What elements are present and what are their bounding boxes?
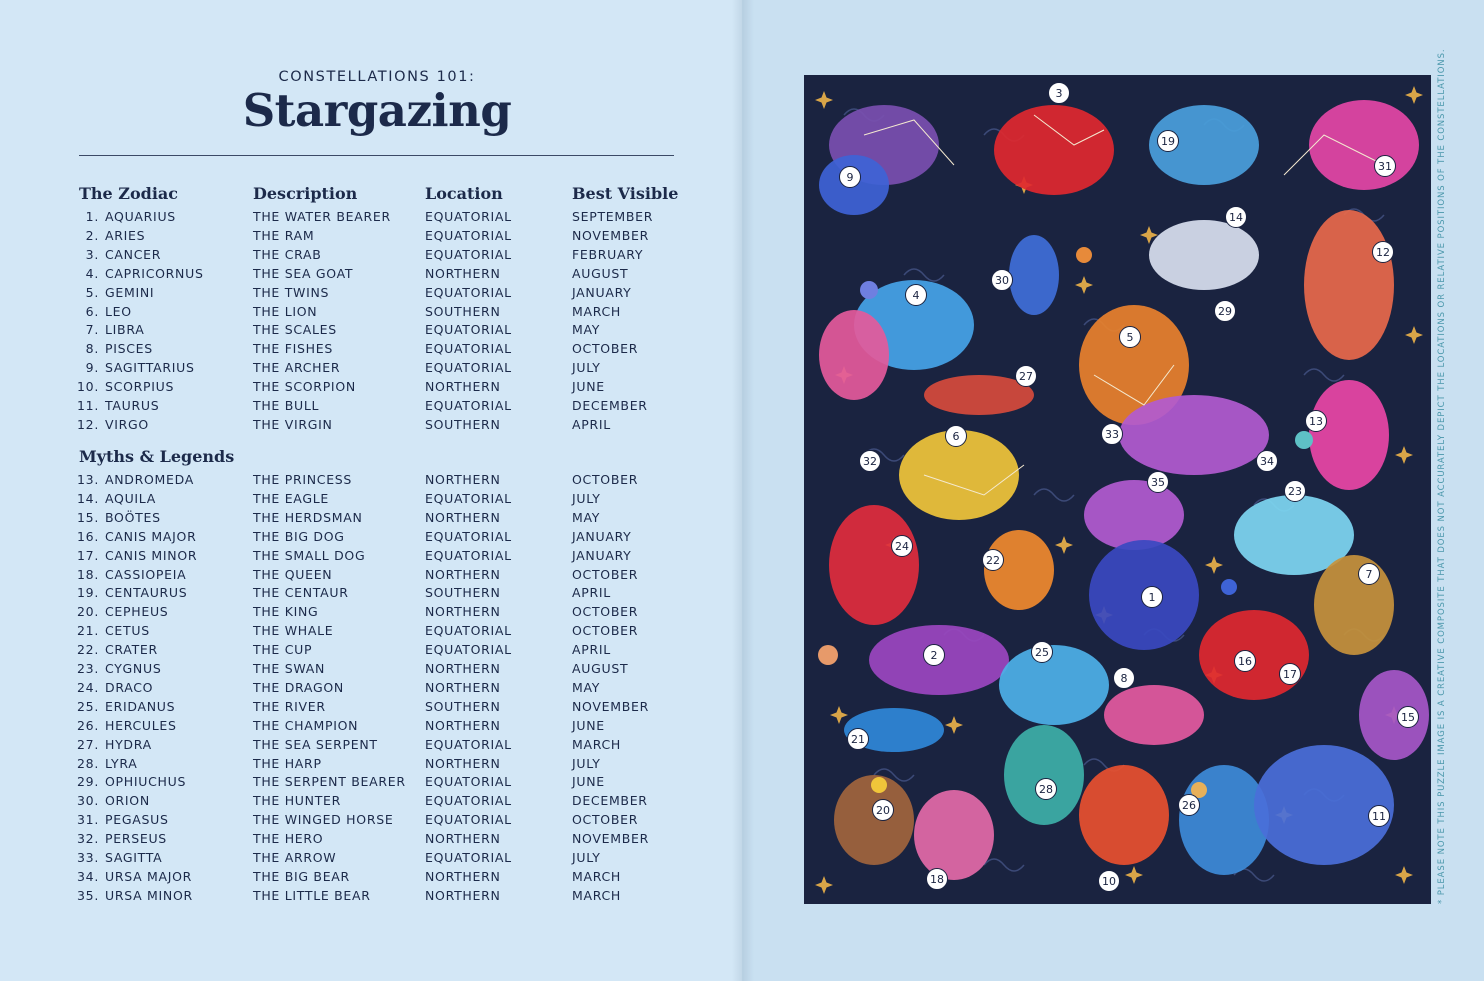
constellation-figure bbox=[1119, 395, 1269, 475]
marker-number: 2 bbox=[930, 649, 938, 662]
description: THE HARP bbox=[253, 755, 322, 771]
location: NORTHERN bbox=[425, 566, 501, 582]
marker-number: 29 bbox=[1218, 305, 1232, 318]
row-number: 26. bbox=[77, 717, 99, 733]
marker-number: 33 bbox=[1105, 428, 1119, 441]
description: THE CHAMPION bbox=[253, 717, 359, 733]
row-number: 11. bbox=[77, 398, 99, 413]
swirl-decoration bbox=[1034, 489, 1074, 501]
best-visible: SEPTEMBER bbox=[572, 209, 654, 224]
description: THE WINGED HORSE bbox=[253, 812, 394, 828]
location: EQUATORIAL bbox=[425, 528, 512, 544]
best-visible: AUGUST bbox=[572, 661, 629, 676]
description: THE BULL bbox=[253, 398, 320, 413]
poster-illustration bbox=[804, 75, 1431, 904]
row-number: 9. bbox=[85, 360, 99, 376]
best-visible: APRIL bbox=[572, 585, 611, 601]
marker-number: 10 bbox=[1102, 875, 1116, 888]
constellation-figure bbox=[994, 105, 1114, 195]
constellation-name: BOÖTES bbox=[105, 509, 161, 525]
location: EQUATORIAL bbox=[425, 227, 512, 243]
description: THE SWAN bbox=[253, 661, 326, 676]
row-number: 13. bbox=[77, 472, 99, 487]
row-number: 16. bbox=[77, 528, 99, 544]
location: EQUATORIAL bbox=[425, 812, 512, 828]
row-number: 2. bbox=[85, 227, 99, 243]
location: EQUATORIAL bbox=[425, 850, 512, 865]
constellation-figure bbox=[1079, 765, 1169, 865]
best-visible: OCTOBER bbox=[572, 341, 639, 357]
best-visible: OCTOBER bbox=[572, 623, 639, 639]
description: THE RAM bbox=[253, 227, 315, 243]
swirl-decoration bbox=[984, 859, 1024, 871]
description: THE RIVER bbox=[253, 698, 326, 714]
title-divider bbox=[79, 155, 674, 156]
marker-number: 23 bbox=[1288, 485, 1302, 498]
row-number: 3. bbox=[85, 246, 99, 262]
row-number: 27. bbox=[77, 736, 99, 752]
planet-icon bbox=[1221, 579, 1237, 595]
marker-number: 25 bbox=[1035, 646, 1049, 659]
row-number: 32. bbox=[77, 831, 99, 847]
constellation-name: CENTAURUS bbox=[105, 585, 188, 601]
marker-number: 24 bbox=[895, 540, 909, 553]
description: THE QUEEN bbox=[253, 566, 333, 582]
description: THE BIG BEAR bbox=[253, 868, 350, 884]
row-number: 15. bbox=[77, 509, 99, 525]
star-icon bbox=[815, 876, 833, 894]
description: THE DRAGON bbox=[253, 679, 344, 695]
location: NORTHERN bbox=[425, 887, 501, 903]
row-number: 30. bbox=[77, 793, 99, 809]
column-header-best-visible: Best Visible bbox=[572, 184, 679, 203]
marker-number: 3 bbox=[1055, 87, 1063, 100]
marker-number: 14 bbox=[1229, 211, 1243, 224]
location: NORTHERN bbox=[425, 679, 501, 695]
star-icon bbox=[1205, 556, 1223, 574]
best-visible: JULY bbox=[572, 755, 601, 771]
best-visible: JUNE bbox=[572, 717, 605, 733]
description: THE ARCHER bbox=[253, 360, 341, 376]
marker-number: 28 bbox=[1039, 783, 1053, 796]
row-number: 21. bbox=[77, 623, 99, 639]
description: THE TWINS bbox=[253, 284, 330, 300]
location: SOUTHERN bbox=[425, 698, 501, 714]
constellation-name: CYGNUS bbox=[105, 661, 162, 676]
marker-number: 9 bbox=[846, 171, 854, 184]
constellation-name: HYDRA bbox=[105, 736, 152, 752]
best-visible: MARCH bbox=[572, 868, 622, 884]
location: EQUATORIAL bbox=[425, 322, 512, 338]
best-visible: APRIL bbox=[572, 416, 611, 432]
row-number: 1. bbox=[85, 209, 99, 224]
star-icon bbox=[1405, 326, 1423, 344]
description: THE CENTAUR bbox=[253, 585, 349, 601]
constellation-name: ARIES bbox=[105, 227, 146, 243]
marker-number: 17 bbox=[1283, 668, 1297, 681]
marker-number: 32 bbox=[863, 455, 877, 468]
constellation-figure bbox=[829, 505, 919, 625]
location: NORTHERN bbox=[425, 831, 501, 847]
location: NORTHERN bbox=[425, 509, 501, 525]
constellation-name: CANIS MAJOR bbox=[105, 528, 197, 544]
location: NORTHERN bbox=[425, 868, 501, 884]
constellation-name: GEMINI bbox=[105, 284, 155, 300]
marker-number: 18 bbox=[930, 873, 944, 886]
star-icon bbox=[1395, 446, 1413, 464]
constellation-figure bbox=[999, 645, 1109, 725]
best-visible: MAY bbox=[572, 322, 601, 338]
star-icon bbox=[1405, 86, 1423, 104]
column-header-location: Location bbox=[425, 184, 503, 203]
description: THE HUNTER bbox=[253, 793, 342, 809]
description: THE FISHES bbox=[253, 341, 333, 357]
location: EQUATORIAL bbox=[425, 547, 512, 563]
description: THE ARROW bbox=[253, 850, 337, 865]
location: EQUATORIAL bbox=[425, 642, 512, 658]
description: THE LITTLE BEAR bbox=[253, 887, 371, 903]
location: NORTHERN bbox=[425, 661, 501, 676]
row-number: 34. bbox=[77, 868, 99, 884]
constellation-name: PERSEUS bbox=[105, 831, 167, 847]
constellation-figure bbox=[1309, 380, 1389, 490]
best-visible: JANUARY bbox=[572, 528, 632, 544]
constellation-figure bbox=[1004, 725, 1084, 825]
constellation-figure bbox=[1104, 685, 1204, 745]
best-visible: MARCH bbox=[572, 887, 622, 903]
location: NORTHERN bbox=[425, 472, 501, 487]
best-visible: APRIL bbox=[572, 642, 611, 658]
constellation-name: SCORPIUS bbox=[105, 379, 175, 395]
row-number: 14. bbox=[77, 490, 99, 506]
location: EQUATORIAL bbox=[425, 360, 512, 376]
row-number: 19. bbox=[77, 585, 99, 601]
row-number: 18. bbox=[77, 566, 99, 582]
best-visible: MARCH bbox=[572, 736, 622, 752]
best-visible: JULY bbox=[572, 850, 601, 865]
marker-number: 16 bbox=[1238, 655, 1252, 668]
location: EQUATORIAL bbox=[425, 793, 512, 809]
constellation-name: TAURUS bbox=[105, 398, 160, 413]
column-header-description: Description bbox=[253, 184, 358, 203]
best-visible: FEBRUARY bbox=[572, 246, 644, 262]
constellation-name: CETUS bbox=[105, 623, 150, 639]
constellation-name: VIRGO bbox=[105, 416, 149, 432]
star-icon bbox=[1075, 276, 1093, 294]
constellation-name: CEPHEUS bbox=[105, 604, 169, 620]
location: NORTHERN bbox=[425, 604, 501, 620]
marker-number: 27 bbox=[1019, 370, 1033, 383]
star-icon bbox=[945, 716, 963, 734]
constellation-figure bbox=[819, 310, 889, 400]
location: SOUTHERN bbox=[425, 303, 501, 319]
constellation-name: LIBRA bbox=[105, 322, 145, 338]
row-number: 24. bbox=[77, 679, 99, 695]
constellation-name: ANDROMEDA bbox=[105, 472, 194, 487]
page-title: Stargazing bbox=[242, 84, 512, 137]
planet-icon bbox=[871, 777, 887, 793]
best-visible: JUNE bbox=[572, 379, 605, 395]
constellation-figure bbox=[1254, 745, 1394, 865]
location: EQUATORIAL bbox=[425, 341, 512, 357]
description: THE HERDSMAN bbox=[253, 509, 363, 525]
marker-number: 1 bbox=[1148, 591, 1156, 604]
constellation-name: ERIDANUS bbox=[105, 698, 176, 714]
marker-number: 35 bbox=[1151, 476, 1165, 489]
row-number: 31. bbox=[77, 812, 99, 828]
constellation-name: SAGITTARIUS bbox=[105, 360, 195, 376]
row-number: 5. bbox=[85, 284, 99, 300]
row-number: 17. bbox=[77, 547, 99, 563]
constellation-name: ORION bbox=[105, 793, 150, 809]
marker-number: 15 bbox=[1401, 711, 1415, 724]
row-number: 35. bbox=[77, 887, 99, 903]
planet-icon bbox=[818, 645, 838, 665]
constellation-name: PEGASUS bbox=[105, 812, 169, 828]
description: THE PRINCESS bbox=[253, 472, 353, 487]
location: NORTHERN bbox=[425, 717, 501, 733]
description: THE SEA SERPENT bbox=[253, 736, 378, 752]
best-visible: MARCH bbox=[572, 303, 622, 319]
star-icon bbox=[1395, 866, 1413, 884]
row-number: 22. bbox=[77, 642, 99, 658]
constellation-name: LYRA bbox=[105, 755, 138, 771]
location: EQUATORIAL bbox=[425, 623, 512, 639]
marker-number: 12 bbox=[1376, 246, 1390, 259]
marker-number: 4 bbox=[912, 289, 920, 302]
location: NORTHERN bbox=[425, 755, 501, 771]
best-visible: JANUARY bbox=[572, 284, 632, 300]
best-visible: NOVEMBER bbox=[572, 227, 649, 243]
description: THE SMALL DOG bbox=[253, 547, 366, 563]
star-icon bbox=[1125, 866, 1143, 884]
planet-icon bbox=[1295, 431, 1313, 449]
description: THE WATER BEARER bbox=[253, 209, 391, 224]
description: THE CUP bbox=[253, 642, 313, 658]
constellation-name: AQUARIUS bbox=[105, 209, 176, 224]
best-visible: OCTOBER bbox=[572, 812, 639, 828]
constellation-name: URSA MAJOR bbox=[105, 868, 193, 884]
constellation-name: PISCES bbox=[105, 341, 153, 357]
location: EQUATORIAL bbox=[425, 209, 512, 224]
constellation-name: SAGITTA bbox=[105, 850, 163, 865]
location: NORTHERN bbox=[425, 265, 501, 281]
marker-number: 11 bbox=[1372, 810, 1386, 823]
section-kicker: CONSTELLATIONS 101: bbox=[278, 69, 476, 85]
star-icon bbox=[815, 91, 833, 109]
constellation-figure bbox=[1179, 765, 1269, 875]
marker-number: 5 bbox=[1126, 331, 1134, 344]
constellation-figure bbox=[1314, 555, 1394, 655]
best-visible: JULY bbox=[572, 490, 601, 506]
location: EQUATORIAL bbox=[425, 284, 512, 300]
marker-number: 7 bbox=[1365, 568, 1373, 581]
best-visible: JANUARY bbox=[572, 547, 632, 563]
constellation-name: CASSIOPEIA bbox=[105, 566, 187, 582]
description: THE BIG DOG bbox=[253, 528, 345, 544]
marker-number: 30 bbox=[995, 274, 1009, 287]
marker-number: 21 bbox=[851, 733, 865, 746]
best-visible: JULY bbox=[572, 360, 601, 376]
star-icon bbox=[830, 706, 848, 724]
row-number: 20. bbox=[77, 604, 99, 620]
constellation-name: HERCULES bbox=[105, 717, 177, 733]
best-visible: MAY bbox=[572, 509, 601, 525]
best-visible: AUGUST bbox=[572, 265, 629, 281]
constellation-name: CRATER bbox=[105, 642, 158, 658]
row-number: 25. bbox=[77, 698, 99, 714]
description: THE HERO bbox=[253, 831, 324, 847]
row-number: 10. bbox=[77, 379, 99, 395]
description: THE VIRGIN bbox=[253, 416, 333, 432]
row-number: 7. bbox=[85, 322, 99, 338]
constellation-figure bbox=[1084, 480, 1184, 550]
row-number: 12. bbox=[77, 416, 99, 432]
constellation-name: OPHIUCHUS bbox=[105, 774, 187, 790]
constellation-figure bbox=[1304, 210, 1394, 360]
constellation-name: CANCER bbox=[105, 246, 162, 262]
marker-number: 22 bbox=[986, 554, 1000, 567]
constellation-figure bbox=[1309, 100, 1419, 190]
row-number: 6. bbox=[85, 303, 99, 319]
row-number: 23. bbox=[77, 661, 99, 676]
best-visible: NOVEMBER bbox=[572, 831, 649, 847]
best-visible: OCTOBER bbox=[572, 604, 639, 620]
description: THE SEA GOAT bbox=[253, 265, 354, 281]
row-number: 8. bbox=[85, 341, 99, 357]
best-visible: JUNE bbox=[572, 774, 605, 790]
swirl-decoration bbox=[1304, 369, 1344, 381]
constellation-poster bbox=[804, 75, 1431, 904]
constellation-figure bbox=[914, 790, 994, 880]
marker-number: 26 bbox=[1182, 799, 1196, 812]
marker-number: 34 bbox=[1260, 455, 1274, 468]
planet-icon bbox=[1076, 247, 1092, 263]
marker-number: 20 bbox=[876, 804, 890, 817]
description: THE WHALE bbox=[253, 623, 334, 639]
constellation-figure bbox=[1149, 220, 1259, 290]
best-visible: OCTOBER bbox=[572, 566, 639, 582]
marker-number: 13 bbox=[1309, 415, 1323, 428]
location: EQUATORIAL bbox=[425, 736, 512, 752]
best-visible: DECEMBER bbox=[572, 793, 648, 809]
row-number: 4. bbox=[85, 265, 99, 281]
row-number: 33. bbox=[77, 850, 99, 865]
row-number: 29. bbox=[77, 774, 99, 790]
planet-icon bbox=[860, 281, 878, 299]
column-header-zodiac: The Zodiac bbox=[79, 184, 179, 203]
constellation-name: AQUILA bbox=[105, 490, 157, 506]
best-visible: OCTOBER bbox=[572, 472, 639, 487]
constellation-name: LEO bbox=[105, 303, 132, 319]
description: THE SCORPION bbox=[253, 379, 356, 395]
book-gutter bbox=[732, 0, 754, 981]
description: THE LION bbox=[253, 303, 318, 319]
description: THE SERPENT BEARER bbox=[253, 774, 406, 790]
marker-number: 31 bbox=[1378, 160, 1392, 173]
marker-number: 6 bbox=[952, 430, 960, 443]
location: SOUTHERN bbox=[425, 585, 501, 601]
best-visible: MAY bbox=[572, 679, 601, 695]
location: EQUATORIAL bbox=[425, 398, 512, 413]
row-number: 28. bbox=[77, 755, 99, 771]
location: EQUATORIAL bbox=[425, 774, 512, 790]
best-visible: DECEMBER bbox=[572, 398, 648, 413]
constellation-name: CAPRICORNUS bbox=[105, 265, 204, 281]
description: THE SCALES bbox=[253, 322, 337, 338]
best-visible: NOVEMBER bbox=[572, 698, 649, 714]
constellation-name: DRACO bbox=[105, 679, 154, 695]
marker-number: 19 bbox=[1161, 135, 1175, 148]
myths-section-heading: Myths & Legends bbox=[79, 447, 235, 466]
location: NORTHERN bbox=[425, 379, 501, 395]
poster-footnote: * PLEASE NOTE THIS PUZZLE IMAGE IS A CREATIVE COMPOSITE THAT DOES NOT ACCURATELY DEPICT THE LOCATIONS OR RELATIVE POSITIONS OF THE CONSTELLATIONS. bbox=[1437, 48, 1447, 904]
constellation-name: URSA MINOR bbox=[105, 887, 193, 903]
marker-number: 8 bbox=[1120, 672, 1128, 685]
location: EQUATORIAL bbox=[425, 246, 512, 262]
constellation-figure bbox=[1009, 235, 1059, 315]
description: THE EAGLE bbox=[253, 490, 329, 506]
location: EQUATORIAL bbox=[425, 490, 512, 506]
location: SOUTHERN bbox=[425, 416, 501, 432]
swirl-decoration bbox=[904, 269, 944, 281]
star-icon bbox=[1055, 536, 1073, 554]
description: THE CRAB bbox=[253, 246, 322, 262]
constellation-name: CANIS MINOR bbox=[105, 547, 198, 563]
description: THE KING bbox=[253, 604, 319, 620]
